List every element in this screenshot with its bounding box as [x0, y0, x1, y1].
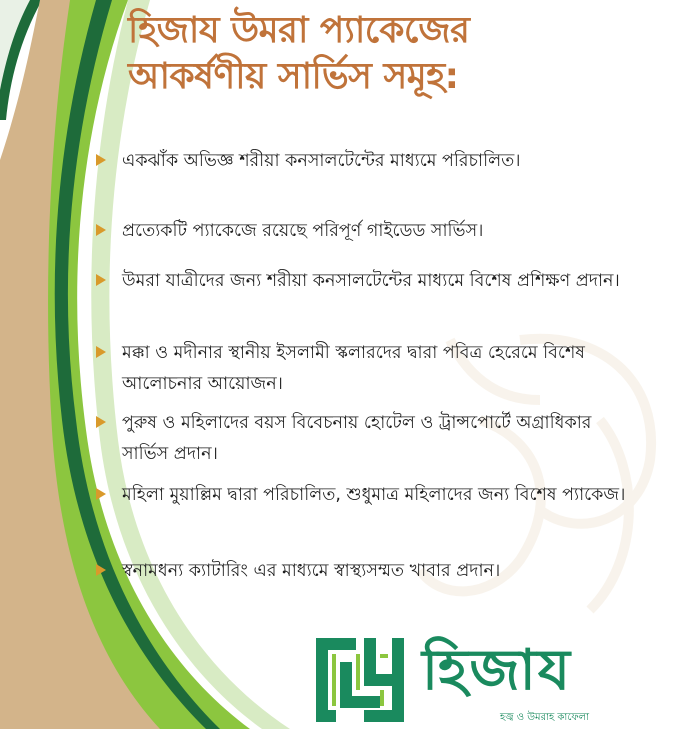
- list-item-text: একঝাঁক অভিজ্ঞ শরীয়া কনসালটেন্টের মাধ্যমে পরিচালিত।: [122, 151, 521, 171]
- bullet-arrow-icon: [96, 274, 106, 286]
- bullet-arrow-icon: [96, 346, 106, 358]
- bullet-arrow-icon: [96, 488, 106, 500]
- list-item-text: পুরুষ ও মহিলাদের বয়স বিবেচনায় হোটেল ও ট্রান্সপোর্টে অগ্রাধিকার সার্ভিস প্রদান।: [122, 413, 592, 464]
- logo-wordmark: হিজায: [422, 638, 573, 703]
- page-title: [128, 8, 628, 100]
- list-item: [96, 338, 641, 400]
- list-item-text: প্রত্যেকটি প্যাকেজে রয়েছে পরিপূর্ণ গাইডেড সার্ভিস।: [122, 221, 484, 241]
- list-item: [96, 408, 641, 470]
- title-line-2: আকর্ষণীয় সার্ভিস সমূহ:: [128, 56, 459, 97]
- list-item-text: উমরা যাত্রীদের জন্য শরীয়া কনসালটেন্টের মাধ্যমে বিশেষ প্রশিক্ষণ প্রদান।: [122, 271, 620, 291]
- list-item-text: মহিলা মুয়াল্লিম দ্বারা পরিচালিত, শুধুমাত্র মহিলাদের জন্য বিশেষ প্যাকেজ।: [122, 485, 626, 505]
- bullet-arrow-icon: [96, 224, 106, 236]
- title-line-1: হিজায উমরা প্যাকেজের: [128, 10, 470, 51]
- list-item: [96, 216, 641, 247]
- logo-mark-icon: [314, 634, 408, 726]
- list-item: [96, 146, 641, 177]
- list-item: [96, 480, 641, 511]
- list-item: [96, 266, 641, 297]
- list-item: [96, 556, 641, 587]
- logo-tagline: হজ্ব ও উমরাহ কাফেলা: [499, 712, 589, 723]
- bullet-arrow-icon: [96, 416, 106, 428]
- hijaz-logo: [314, 634, 614, 726]
- list-item-text: মক্কা ও মদীনার স্থানীয় ইসলামী স্কলারদের দ্বারা পবিত্র হেরেমে বিশেষ আলোচনার আয়োজন।: [122, 343, 585, 394]
- list-item-text: স্বনামধন্য ক্যাটারিং এর মাধ্যমে স্বাস্থ্যসম্মত খাবার প্রদান।: [122, 561, 501, 581]
- bullet-arrow-icon: [96, 564, 106, 576]
- bullet-arrow-icon: [96, 154, 106, 166]
